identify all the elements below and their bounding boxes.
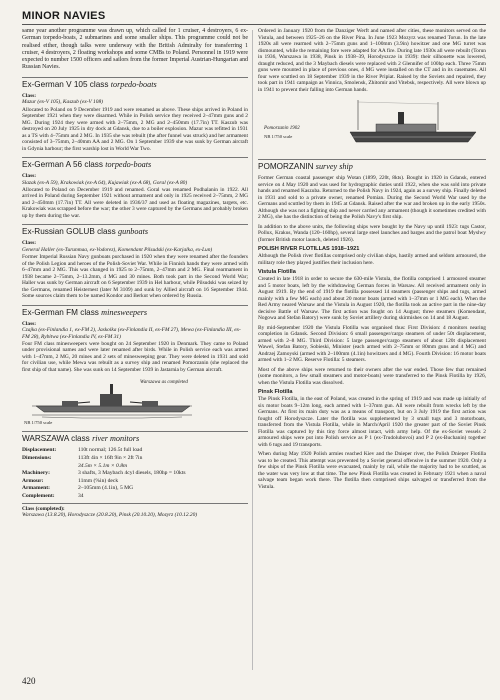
pomorzanin-body: Former German coastal passenger ship Wotan (1899, 220t, 8kts). Bought in 1920 in Gdansk, entered service on 4 May 1920 and was used for hydrographic duties until 1922, when she was sold into private hands and renamed Kaszuba. Returned to the Polish Navy in 1924, again as a survey ship. Finally deleted in 1931 and sold to a private owner, renamed Pomian. During the Second World War used by the Germans and scuttled by them in 1945 at Gdansk. Raised after the war and broken up in the early 1950s. Although she was not a fighting ship and never carried any armament (though it sometimes credited with 2 MG), she has the distinction of being the Polish Navy's first ship. [258,175,486,220]
section-body-a56: Allocated to Poland on December 1919 and renamed. Goral was renamed Podhalanin in 1922. All arrived in Poland during September 1921 without armament and only in 1925 received 2–75mm, 2 MG and 2–450mm (17.7in) TT. All were deleted in 1936/37 and used as floating magazines, targets, etc. Krakowiak was scrapped before the war; the other 3 were captured by the Germans and probably broken up by them during the war. [22,186,248,219]
pomorzanin-drawing [258,96,486,154]
class-list: Warszawa (13.8.20), Horodyszcze (20.8.20), Pinsk (20.10.20), Mozyrz (10.12.20) [22,512,198,518]
spec-value: 110t normal; 126.5t full load [78,447,143,454]
spec-value: 11mm (%in) deck [78,477,119,484]
monitor-silhouette-icon [22,376,222,420]
left-column [22,28,248,519]
warszawa-history: Ordered in January 1920 from the Danziger Werft and named after cities, these monitors served on the Vistula, and between 1925–26 on the River Pina. In June 1923 Mozyrz was renamed Torun. In the late 1920s all were rearmed with 2–75mm guns and 1–100mm (3.9in) howitzer and one MG turret was dismounted, while the remaining fore were adapted for AA fire. During late 1930s all were rebuilt (Torun in 1936, Warszawa in 1938, Pinsk in 1938–39, Horodyszcze in 1939): their silhouette was lowered, draught reduced, and the 3 Maybach diesels were replaced with 2 Glennifer of 100hp each. Three 75mm guns were mounted in place of previous ones, 4 MG were installed on the CT and in its casemates. All four were scuttled on 18 September 1939 in the River Pripiat. Raised by the Soviets and repaired, they took part in 1941 campaign as Vinnica, Smolensk, Zhitomir and Vitebsk, respectively. All were blown up in 1941 to prevent their falling into German hands. [258,28,486,93]
class-list: General Haller (ex-Turunmaa, ex-Vodorez), Komendant Pilsudski (ex-Karjalka, ex-Lun) [22,246,213,253]
class-label: Class (completed): [22,503,248,512]
running-head: MINOR NAVIES [22,10,106,22]
spec-value: 3 shafts, 3 Maybach 4cyl diesels, 180hp = 10kts [78,470,186,477]
spec-value: 34 [78,493,84,499]
section-body-fm: Four FM class minesweepers were bought on 24 September 1920 in Denmark. They came to Poland under provisional names and were later renamed after birds. While in Polish service each was armed with 1–47mm, 2 MG, 20 mines and 2 sets of minesweeping gear. They were deleted in 1931 and sold for civilian use, while Mewa was rebuilt as a survey ship and renamed Pomorzanin (she replaced the first ship of that name). She was sunk on 14 September 1939 in Jastarnia by German aircraft. [22,340,248,373]
drawing-scale: NB 1/750 scale [264,134,293,139]
pomorzanin-body-additional: In addition to the above units, the following ships were bought by the Navy up until 1923: tugs Castor, Pollux, Krakus, Wanda (120–160hp), several large steel launches and barges and the patrol boat Myslwy (former British motor launch, deleted 1926). [258,223,486,243]
spec-table [22,447,248,500]
vistula-body: Most of the above ships were returned to their owners after the war ended. Those few that remained (some monitors, a few small steamers and motor-boats) were transferred to the Pinsk Flotilla by 1926, when the Vistula Flotilla was dissolved. [258,366,486,386]
pinsk-body: The Pinsk Flotilla, in the east of Poland, was created in the spring of 1919 and was made up initially of six motor boats 9–12m long, each armed with 1–37mm gun. All were rebuilt from wrecks left by the Germans. At first its main duty was as a means of transport, but on 3 July 1919 the first action was fought off Horodyszcze. Later the flotilla was supplemented by 3 small tugs and 3 motorboats, transferred from the Vistula Flotilla, while in March/April 1920 the greater part of the Soviet Pinsk Flotilla was captured by this tiny force almost intact, with army help. Of the ex-Soviet vessels 2 armoured ships were put into Polish service as P 1 (ex-Trudolubovoi) and P 2 (ex-Buchanin) together with 6 tugs and 19 transports. [258,396,486,448]
subheading-vistula: Vistula Flotilla [258,269,296,275]
section-heading-warszawa: WARSZAWA class river monitors [22,431,248,444]
spec-key: Dimensions: [22,455,52,462]
column-divider [252,30,253,670]
section-heading-v105: Ex-German V 105 class torpedo-boats [22,77,248,90]
section-body-golub: Former Imperial Russian Navy gunboats purchased in 1920 when they were renamed after the founders of the Polish Legion and heroes of the Polish-Soviet War. While in Finnish hands they were armed with 6–47mm and 2 MG. This was changed in 1925 to 2–75mm, 2–47mm and 2 MG. Final rearmament in 1938 became 2–75mm, 2–13.2mm, 4 MG and 30 mines. Both took part in the Second World War; Haller was sunk by German aircraft on 6 September 1939 in Hel harbour, while Pilsudski was seized by the Germans, renamed Heisternest (later M 3109) and sunk by Allied aircraft on 16 September 1944. Some sources claim them to be named Kondor and Berkut when ordered by Russia. [22,254,248,300]
pinsk-body: When during May 1920 Polish armies reached Kiev and the Dnieper river, the Polish Dnieper Flotilla was to be created. This attempt was prevented by a Soviet general offensive in the summer 1920. Only a few ships of the Pinsk Flotilla were evacuated, mainly by rail, while the majority had to be scuttled, as the water was very low at that time. The new Pinsk Flotilla was created in February 1921 when a naval salvage team began work there. The flotilla then comprised ships salvaged or transferred from the Vistula. [258,451,486,490]
drawing-scale: NB 1/750 scale [24,420,53,426]
spec-key: Armament: [22,485,50,492]
class-label: Class: [22,92,37,99]
header-rule [22,24,486,25]
section-heading-a56: Ex-German A 56 class torpedo-boats [22,157,248,170]
section-heading-fm: Ex-German FM class minesweepers [22,305,248,318]
intro-paragraph: same year another programme was drawn up, which called for 1 cruiser, 4 destroyers, 6 ex-German torpedo-boats, 2 submarines and some smaller ships. This programme could not be realised either, though talks were underway with the British Admiralty for transferring 1 cruiser, 4 destroyers, 2 floating workshops and some CMBs to Poland. Personnel in 1919 were expected to number 1500 officers and sailors from the former Imperial Austrian-Hungarian and Russian Navies. [22,28,248,71]
spec-value: 2–105mm (4.1in), 5 MG [78,485,134,492]
class-list: Czajka (ex-Finlandia 1, ex-FM 2), Jaskolka (ex-Finlandia II, ex-FM 27), Mewa (ex-Finlandia III, ex-FM 28), Rybitwa (ex-Finlandia IV, ex-FM 31) [22,327,241,340]
vistula-body: Created in late 1918 in order to secure the 630-mile Vistula, the flotilla comprised 1 armoured steamer and 5 motor boats, left by the withdrawing German forces in Warsaw. All received armament only in August 1919. By the end of 1919 the flotilla possessed 14 steamers (passenger ships and tugs, armed mainly with a few MG each) and about 20 motor boats (armed with 1–37mm or 1 MG each). When the Red Army neared Warsaw and the Vistula in August 1920, the flotilla took an active part in the nine-day decisive Battle of Warsaw. The first action was fought on 14 August; three steamers (Komendant, Nogowa and Stefan Batory) were sunk by Soviet artillery during skirmishes on 14 and 18 August. [258,276,486,321]
spec-key: Displacement: [22,447,57,454]
section-body-v105: Allocated to Poland on 9 December 1919 and were renamed as above. These ships arrived in Poland in September 1921 when they were disarmed. While in Polish service they received 2–47mm guns and 2 MG. During 1924 they were armed with 2–75mm, 2 MG and 2–450mm (17.7in) TT. Kaszub was destroyed on 20 July 1925 in dry dock at Gdansk, due to a boiler explosion. Mazur was refitted in 1931 as a TS with 4–75mm and 2 MG. In 1935 she was rebuilt (the after funnel was struck) and her armament consisted of 3–75mm, 2–40mm AA and 2 MG. On 1 September 1939 she was sunk by German aircraft in Gdynia harbour; the first warship lost in World War Two. [22,106,248,152]
spec-value: 113ft 4in × 16ft 9in × 2ft 7in [78,455,143,462]
drawing-caption: Pomorzanin 1902 [264,126,300,131]
spec-value: 34.5m × 5.1m × 0.8m [78,462,128,469]
right-column [258,28,486,493]
subheading-pinsk: Pinsk Flotilla [258,389,293,395]
vistula-body: By mid-September 1920 the Vistula Flotilla was organised thus: First Division: 4 monitors nearing completion in Gdansk. Second Division: 6 small passenger/cargo steamers of under 50t displacement, armed with 2–8 MG. Third Division: 5 large passenger/cargo steamers of about 120t displacement Wawel, Stefan Batory, Sobieski, Minister (each armed with 2–75mm or 80mm guns and 4 MG) and Andrzej Zamoyski (armed with 2–100mm (4.1in) howitzers and 4 MG). Fourth Division: 16 motor boats armed with 1–2 MG. Reserve Flotilla: 5 steamers. [258,324,486,363]
spec-key: Machinery: [22,470,50,477]
spec-key [22,463,78,471]
class-list: Mazur (ex-V 105), Kaszub (ex-V 108) [22,99,103,106]
spec-key: Armour: [22,477,44,484]
class-list: Slazak (ex-A 59), Krakowiak (ex-A 64), Kujawiak (ex-A 68), Goral (ex-A 80) [22,179,188,186]
spec-key: Complement: [22,493,55,499]
section-heading-flotillas: POLISH RIVER FLOTILLAS 1918–1921 [258,246,360,252]
page-number: 420 [22,676,36,686]
flotillas-intro: Although the Polish river flotillas comprised only civilian ships, hastily armed and seldom armoured, the military role they played justifies their inclusion here. [258,253,486,266]
drawing-caption: Warszawa as completed [140,380,188,386]
class-label: Class: [22,173,37,180]
class-label: Class: [22,320,37,327]
section-heading-golub: Ex-Russian GOLUB class gunboats [22,224,248,237]
steamer-silhouette-icon [258,96,486,152]
class-label: Class: [22,240,37,247]
warszawa-drawing [22,376,248,426]
section-heading-pomorzanin: POMORZANIN survey ship [258,159,486,172]
